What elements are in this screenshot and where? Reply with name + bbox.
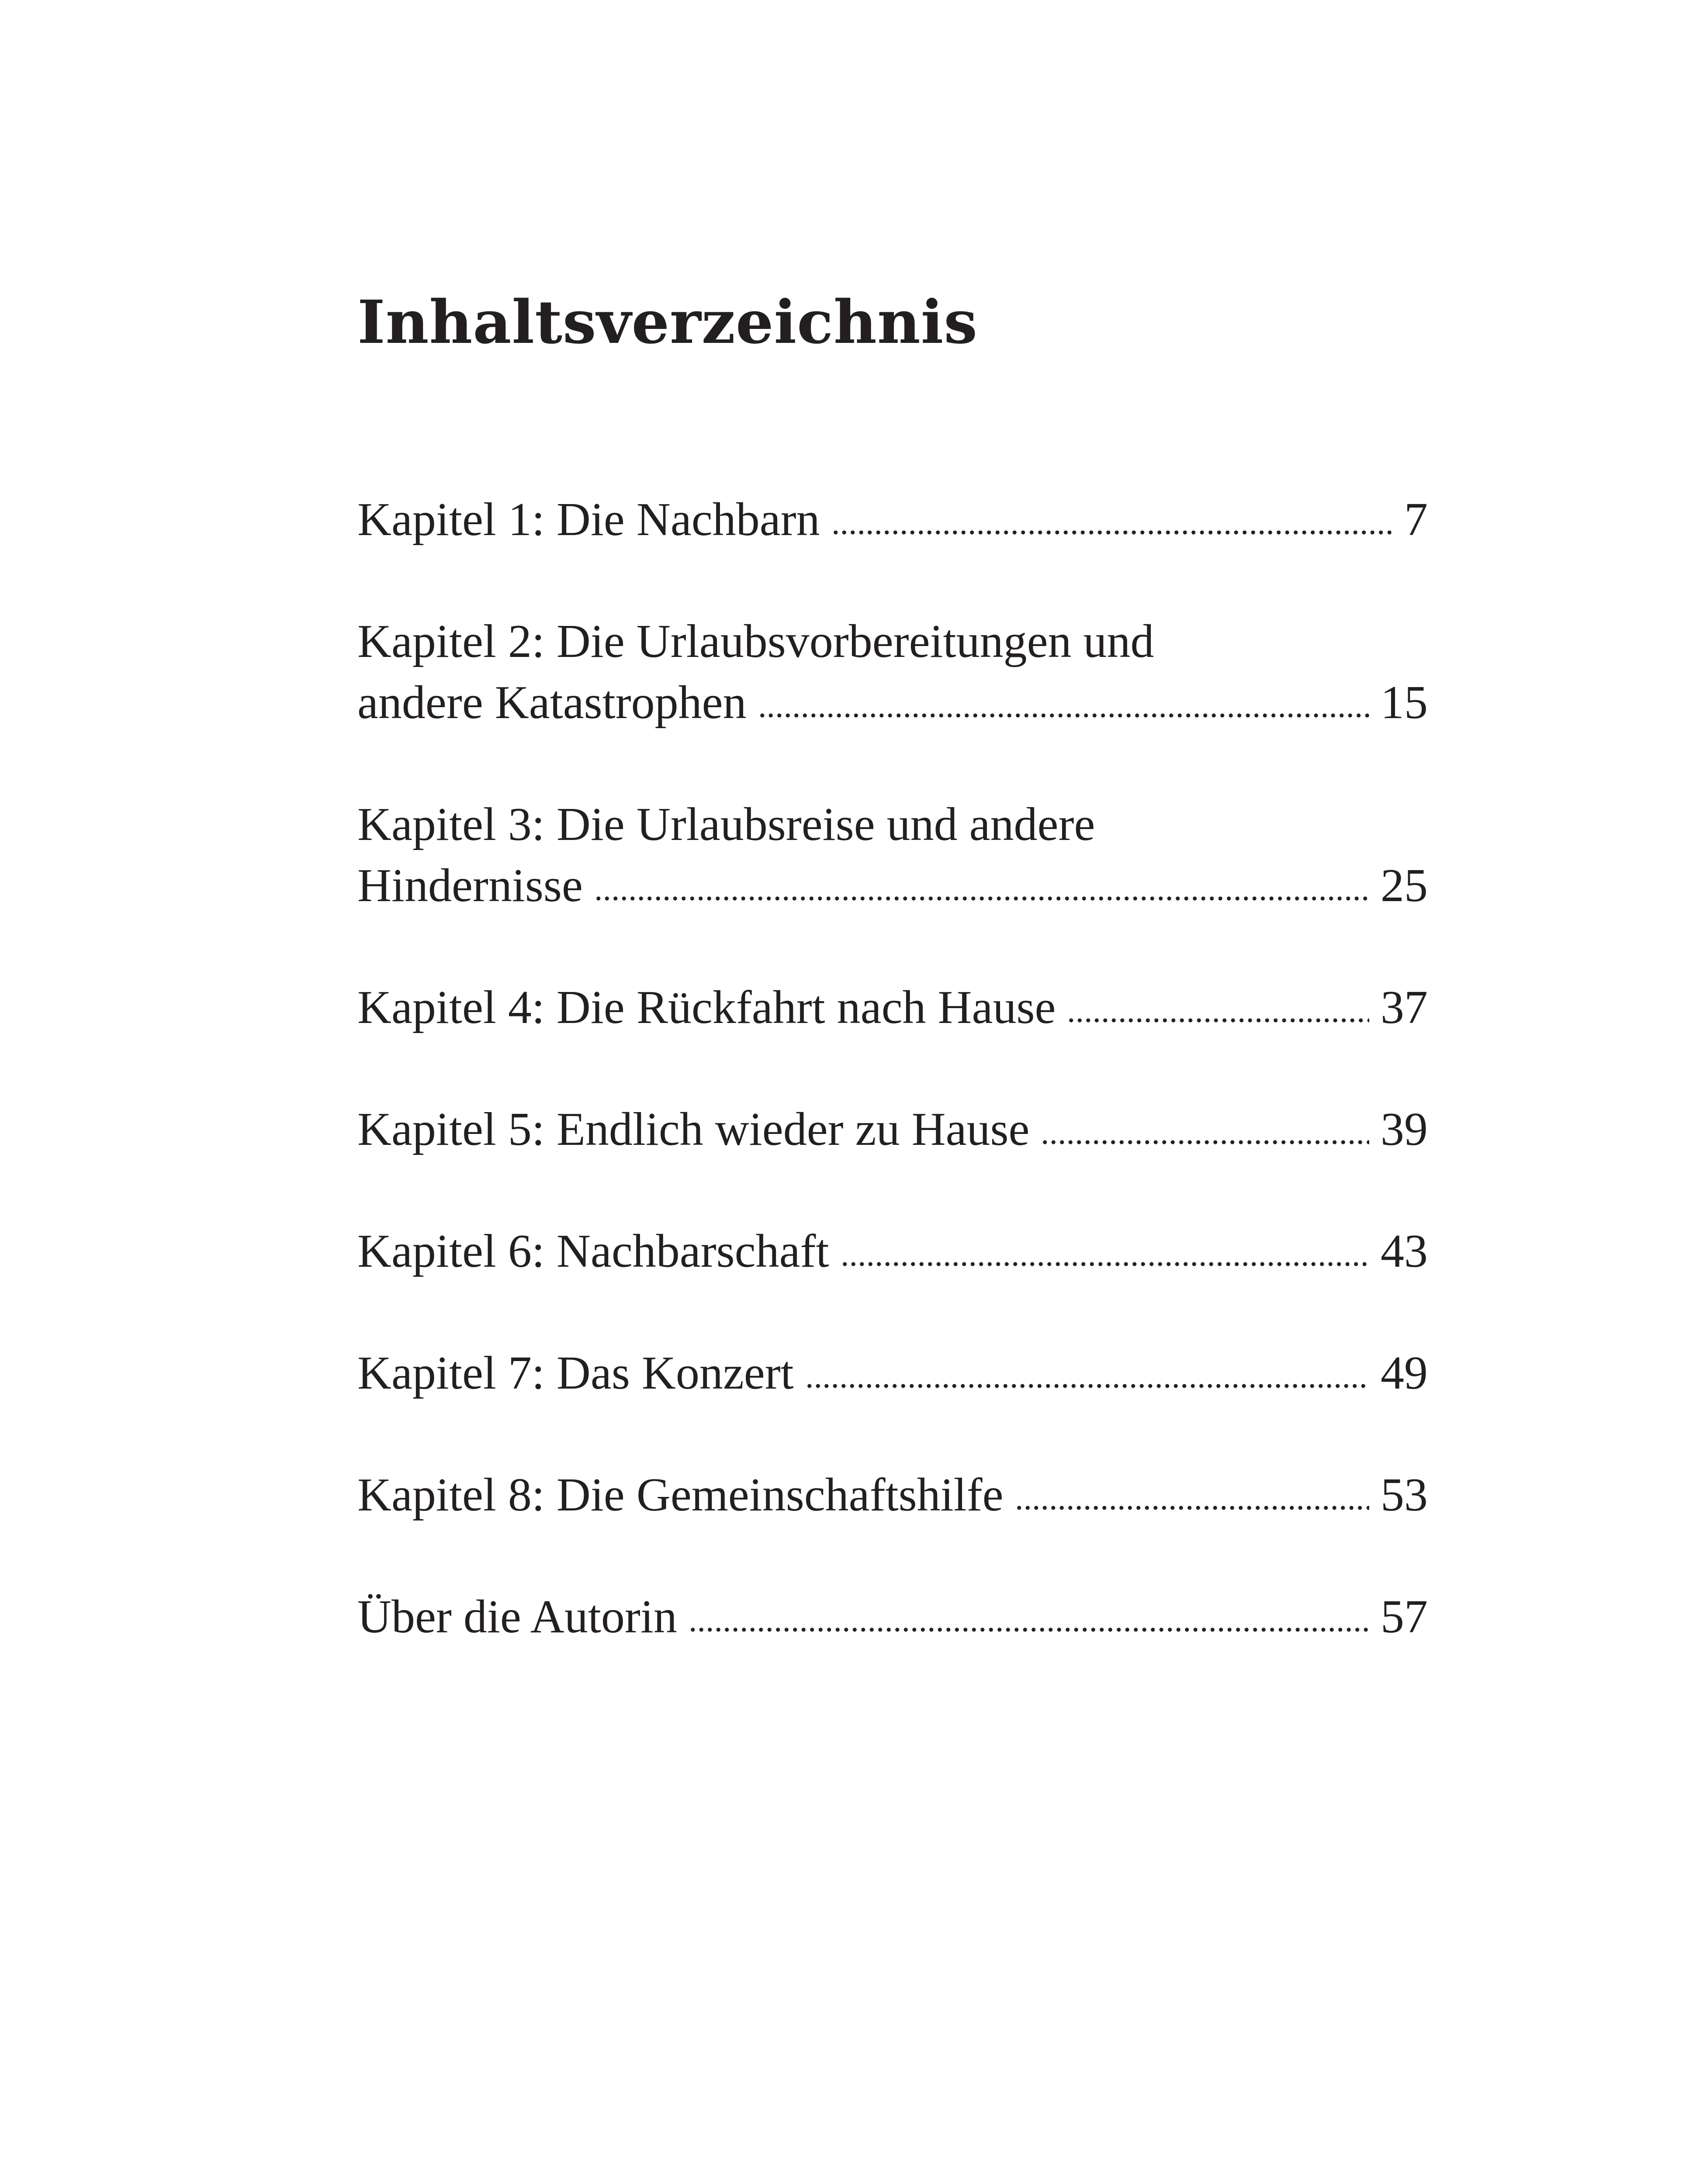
- toc-dot-leader: [689, 1627, 1369, 1632]
- toc-dot-leader: [805, 1383, 1369, 1389]
- toc-entry-title: Kapitel 1: Die Nachbarn: [357, 494, 820, 546]
- toc-entry-title-line1: Kapitel 3: Die Urlaubsreise und andere: [357, 798, 1095, 850]
- toc-page-number: 25: [1381, 860, 1428, 912]
- toc-entry-ueber-die-autorin: [357, 1586, 1428, 1648]
- toc-entry-title: Kapitel 4: Die Rückfahrt nach Hause: [357, 981, 1056, 1033]
- toc-entry-title: Kapitel 8: Die Gemeinschaftshilfe: [357, 1469, 1004, 1521]
- toc-entry-title-line2: andere Katastrophen: [357, 677, 747, 729]
- toc-entry-title: Kapitel 5: Endlich wieder zu Hause: [357, 1103, 1030, 1155]
- toc-entry-title-line2: Hindernisse: [357, 860, 583, 912]
- toc-page-number: 57: [1381, 1591, 1428, 1643]
- toc-dot-leader: [831, 530, 1393, 535]
- toc-entry-kapitel-3: [357, 794, 1428, 916]
- toc-dot-leader: [1067, 1018, 1369, 1023]
- toc-entry-title-line1: Kapitel 2: Die Urlaubsvorbereitungen und: [357, 615, 1154, 667]
- toc-entry-kapitel-4: [357, 977, 1428, 1038]
- toc-entry-title: Über die Autorin: [357, 1591, 677, 1643]
- toc-page-number: 43: [1381, 1225, 1428, 1277]
- toc-page-number: 37: [1381, 981, 1428, 1033]
- toc-entry-title: Kapitel 6: Nachbarschaft: [357, 1225, 829, 1277]
- toc-page-number: 39: [1381, 1103, 1428, 1155]
- toc-dot-leader: [594, 896, 1369, 901]
- toc-dot-leader: [841, 1261, 1369, 1267]
- toc-page-number: 53: [1381, 1469, 1428, 1521]
- toc-list: [357, 489, 1428, 1708]
- toc-entry-kapitel-6: [357, 1221, 1428, 1282]
- toc-entry-title: Kapitel 7: Das Konzert: [357, 1347, 794, 1399]
- toc-page-number: 15: [1381, 677, 1428, 729]
- toc-dot-leader: [1015, 1505, 1369, 1510]
- toc-title: Inhaltsverzeichnis: [357, 287, 978, 357]
- toc-entry-kapitel-8: [357, 1465, 1428, 1526]
- toc-entry-kapitel-7: [357, 1343, 1428, 1404]
- toc-entry-kapitel-2: [357, 611, 1428, 733]
- toc-page-number: 7: [1404, 494, 1428, 546]
- toc-dot-leader: [1041, 1140, 1369, 1145]
- toc-entry-kapitel-5: [357, 1099, 1428, 1160]
- toc-entry-kapitel-1: [357, 489, 1428, 550]
- toc-page-number: 49: [1381, 1347, 1428, 1399]
- toc-dot-leader: [758, 713, 1369, 718]
